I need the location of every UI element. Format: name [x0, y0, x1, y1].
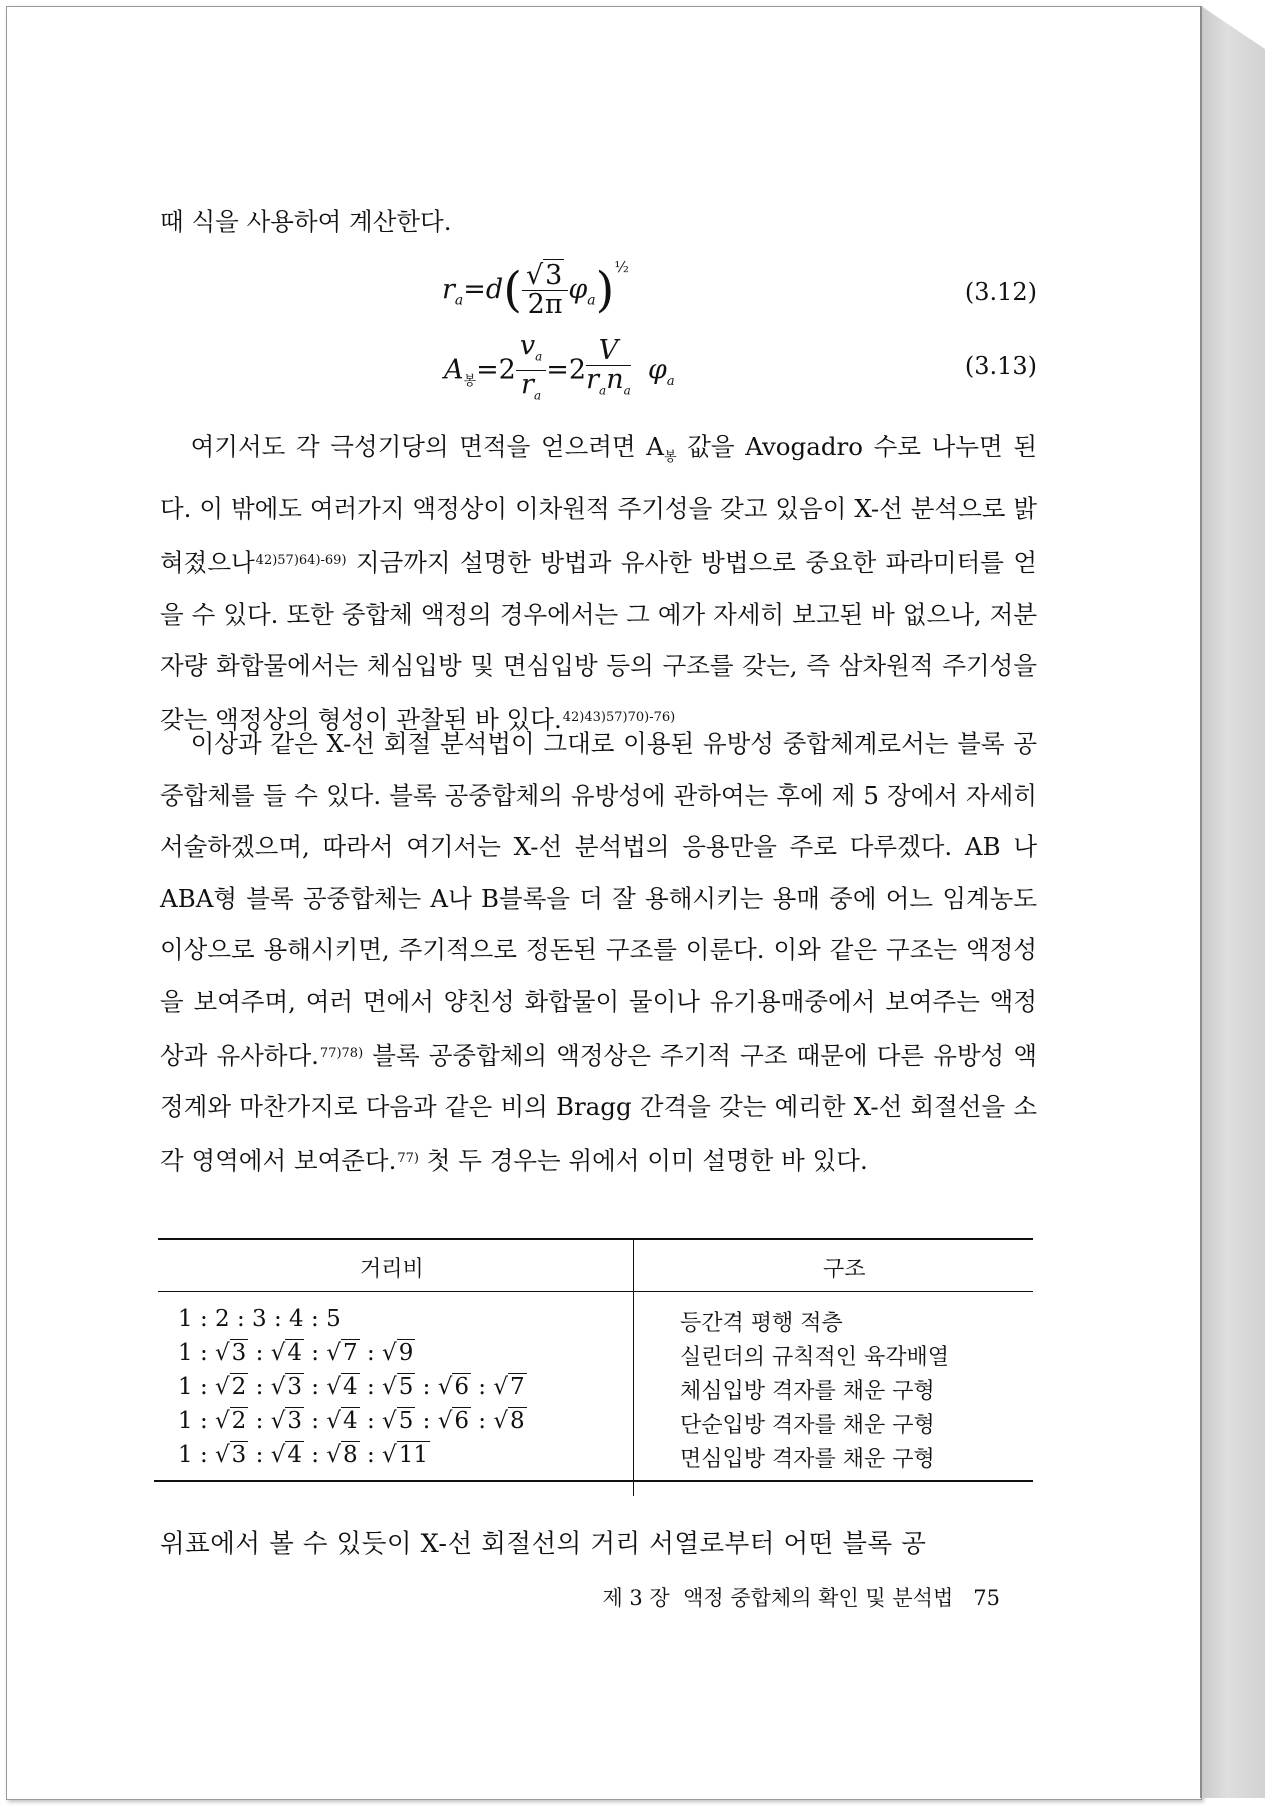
chapter-title: 액정 중합체의 확인 및 분석법 — [683, 1586, 954, 1610]
ratio-cell: 1 : √2 : √3 : √4 : √5 : √6 : √8 — [178, 1408, 525, 1434]
page-number: 75 — [973, 1586, 1000, 1610]
equation-number: (3.12) — [964, 278, 1037, 306]
citation: 77) — [397, 1150, 419, 1166]
closing-line: 위표에서 볼 수 있듯이 X-선 회절선의 거리 서열로부터 어떤 블록 공 — [160, 1529, 927, 1559]
ratio-cell: 1 : √3 : √4 : √8 : √11 — [178, 1442, 428, 1468]
structure-cell: 체심입방 격자를 채운 구형 — [680, 1379, 935, 1404]
table-row — [178, 1442, 1018, 1476]
equation-3-12 — [160, 258, 1037, 328]
table-row — [178, 1374, 1018, 1408]
page-edge-line — [1200, 6, 1202, 1798]
fraction: $\frac{v_a}{r_a}$ — [516, 332, 546, 410]
structure-cell: 실린더의 규칙적인 육각배열 — [680, 1345, 950, 1370]
structure-cell: 등간격 평행 적층 — [680, 1311, 843, 1336]
table-bottom-rule — [154, 1480, 1033, 1482]
fraction: $\frac{√3}{2\pi}$ — [522, 262, 568, 319]
citation: 42)57)64)-69) — [255, 553, 347, 569]
header-ratio: 거리비 — [360, 1257, 424, 1282]
table-row — [178, 1408, 1018, 1442]
fraction: $\frac{V}{r_an_a}$ — [586, 335, 631, 398]
paragraph-2: 이상과 같은 X-선 회절 분석법이 그대로 이용된 유방성 중합체계로서는 블록 공중합체를 들 수 있다. 블록 공중합체의 유방성에 관하여는 후에 제 5 장에서 자세히 서술하겠으며, 따라서 여기서는 X-선 분석법의 응용만을 주로 다루겠다. AB 나 ABA형 블록 공중합체는 A나 B블록을 더 잘 용해시키는 용매 중에 어느 임계농도 이상으로 용해시키면, 주기적으로 정돈된 구조를 이룬다. 이와 같은 구조는 액정성을 보여주며, 여러 면에서 양친성 화합물이 물이나 유기용매중에서 보여주는 액정상과 유사하다.$^{77)78)}$ 블록 공중합체의 액정상은 주기적 구조 때문에 다른 유방성 액정계와 마찬가지로 다음과 같은 비의 Bragg 간격을 갖는 예리한 X-선 회절선을 소각 영역에서 보여준다.$^{77)}$ 첫 두 경우는 위에서 이미 설명한 바 있다. — [160, 729, 1037, 1175]
bragg-spacing-table — [158, 1238, 1033, 1528]
equation-formula: $A_봉=2$ $\frac{v_a}{r_a}$ =2 $\frac{V}{r_an_a}$ $\varphi_a$ — [444, 332, 675, 402]
header-structure: 구조 — [823, 1257, 866, 1282]
ratio-cell: 1 : 2 : 3 : 4 : 5 — [178, 1306, 341, 1332]
page-edge-3d — [1201, 6, 1265, 1798]
table-row — [178, 1306, 1018, 1340]
equation-formula: $r_a=d$( $\frac{√3}{2\pi}$ $\varphi_a)^{\frac{1}{2}}$ — [442, 258, 629, 320]
citation: 42)43)57)70)-76) — [562, 709, 676, 725]
table-top-rule — [158, 1238, 1033, 1240]
paragraph-1: 여기서도 각 극성기당의 면적을 얻으려면 $A_봉$ 값을 Avogadro 수로 나누면 된다. 이 밖에도 여러가지 액정상이 이차원적 주기성을 갖고 있음이 X-선 분석으로 밝혀졌으나$^{42)57)64)-69)}$ 지금까지 설명한 방법과 유사한 방법으로 중요한 파라미터를 얻을 수 있다. 또한 중합체 액정의 경우에서는 그 예가 자세히 보고된 바 없으나, 저분자량 화합물에서는 체심입방 및 면심입방 등의 구조를 갖는, 즉 삼차원적 주기성을 갖는 액정상의 형성이 관찰된 바 있다.$^{42)43)57)70)-76)}$ — [160, 432, 1037, 734]
intro-line: 때 식을 사용하여 계산한다. — [160, 207, 452, 236]
ratio-cell: 1 : √3 : √4 : √7 : √9 — [178, 1340, 414, 1366]
running-head — [520, 1582, 1000, 1612]
structure-cell: 면심입방 격자를 채운 구형 — [680, 1447, 935, 1472]
ratio-cell: 1 : √2 : √3 : √4 : √5 : √6 : √7 — [178, 1374, 525, 1400]
table-row — [178, 1340, 1018, 1374]
citation: 77)78) — [319, 1045, 364, 1061]
equation-number: (3.13) — [964, 352, 1037, 380]
table-header-rule — [158, 1291, 1033, 1292]
chapter-number: 제 3 장 — [602, 1586, 670, 1610]
structure-cell: 단순입방 격자를 채운 구형 — [680, 1413, 935, 1438]
equation-3-13 — [160, 332, 1037, 402]
